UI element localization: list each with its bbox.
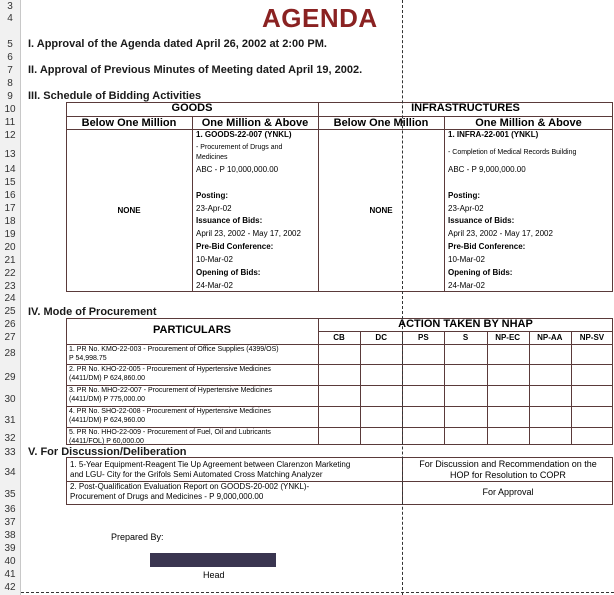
prepared-by-label: Prepared By: xyxy=(111,532,164,542)
section-1: I. Approval of the Agenda dated April 26, 2002 at 2:00 PM. xyxy=(28,38,327,50)
row-number[interactable]: 41 xyxy=(4,569,16,580)
page-break-horizontal xyxy=(21,592,614,593)
action-col-cb: CB xyxy=(333,333,345,342)
row-number[interactable]: 15 xyxy=(4,177,16,188)
discussion-1-line2: and LGU- City for the Grifols Semi Automated Cross Matching Analyzer xyxy=(70,470,323,479)
infra-issuance-date: April 23, 2002 - May 17, 2002 xyxy=(448,229,553,238)
infra-posting-label: Posting: xyxy=(448,191,480,200)
row-number[interactable]: 10 xyxy=(4,104,16,115)
row-number[interactable]: 39 xyxy=(4,543,16,554)
discussion-1-line1: 1. 5-Year Equipment-Reagent Tie Up Agreement between Clarenzon Marketing xyxy=(70,460,351,469)
row-number[interactable]: 31 xyxy=(4,415,16,426)
row-number[interactable]: 7 xyxy=(7,65,13,76)
infra-posting-date: 23-Apr-02 xyxy=(448,204,484,213)
row-number[interactable]: 32 xyxy=(4,433,16,444)
row-number[interactable]: 22 xyxy=(4,268,16,279)
infra-col-above: One Million & Above xyxy=(475,117,582,129)
row-number[interactable]: 23 xyxy=(4,281,16,292)
mode-row-line1: 1. PR No. KMO-22-003 - Procurement of Office Supplies (4399/OS) xyxy=(69,346,279,353)
page-break-vertical xyxy=(402,0,403,595)
row-number[interactable]: 30 xyxy=(4,394,16,405)
action-col-np-ec: NP-EC xyxy=(495,333,521,342)
row-number[interactable]: 16 xyxy=(4,190,16,201)
row-number[interactable]: 37 xyxy=(4,517,16,528)
particulars-header: PARTICULARS xyxy=(152,324,231,336)
mode-row-line2: (4411/DM) P 775,000.00 xyxy=(69,396,146,403)
infra-below-value: NONE xyxy=(369,206,393,215)
row-number[interactable]: 6 xyxy=(7,52,13,63)
mode-row-line1: 2. PR No. KHO-22-005 - Procurement of Hypertensive Medicines xyxy=(69,366,271,373)
row-number[interactable]: 4 xyxy=(7,13,13,24)
mode-row-line2: (4411/DM) P 624,960.00 xyxy=(69,417,146,424)
infra-opening-date: 24-Mar-02 xyxy=(448,281,485,290)
row-number[interactable]: 9 xyxy=(7,91,13,102)
discussion-1-action2: HOP for Resolution to COPR xyxy=(450,470,566,480)
row-number[interactable]: 28 xyxy=(4,348,16,359)
goods-header: GOODS xyxy=(171,102,213,114)
infra-opening-label: Opening of Bids: xyxy=(448,268,513,277)
row-number[interactable]: 11 xyxy=(4,117,16,128)
goods-opening-label: Opening of Bids: xyxy=(196,268,261,277)
page-title: AGENDA xyxy=(262,3,378,33)
goods-issuance-label: Issuance of Bids: xyxy=(196,216,263,225)
row-number[interactable]: 20 xyxy=(4,242,16,253)
section-4: IV. Mode of Procurement xyxy=(28,306,157,318)
row-number[interactable]: 17 xyxy=(4,203,16,214)
discussion-2-line1: 2. Post-Qualification Evaluation Report on GOODS-20-002 (YNKL)- xyxy=(70,482,310,491)
row-number[interactable]: 40 xyxy=(4,556,16,567)
section-2: II. Approval of Previous Minutes of Meeting dated April 19, 2002. xyxy=(28,64,363,76)
action-col-np-sv: NP-SV xyxy=(579,333,605,342)
signature-bar xyxy=(150,553,276,567)
infra-header: INFRASTRUCTURES xyxy=(411,102,520,114)
row-number[interactable]: 38 xyxy=(4,530,16,541)
discussion-1-action1: For Discussion and Recommendation on the xyxy=(419,459,597,469)
goods-below-value: NONE xyxy=(117,206,141,215)
goods-prebid-label: Pre-Bid Conference: xyxy=(196,242,274,251)
goods-abc: ABC - P 10,000,000.00 xyxy=(196,165,279,174)
goods-col-above: One Million & Above xyxy=(201,117,309,129)
row-number[interactable]: 8 xyxy=(7,78,13,89)
goods-opening-date: 24-Mar-02 xyxy=(196,281,233,290)
row-number[interactable]: 36 xyxy=(4,504,16,515)
goods-col-below: Below One Million xyxy=(81,117,177,129)
row-number[interactable]: 19 xyxy=(4,229,16,240)
row-number[interactable]: 3 xyxy=(7,1,13,12)
row-number[interactable]: 12 xyxy=(4,130,16,141)
mode-row-line2: (4411/DM) P 624,860.00 xyxy=(69,375,146,382)
row-number[interactable]: 33 xyxy=(4,447,16,458)
goods-issuance-date: April 23, 2002 - May 17, 2002 xyxy=(196,229,301,238)
goods-item-no: 1. GOODS-22-007 (YNKL) xyxy=(196,130,292,139)
infra-item-no: 1. INFRA-22-001 (YNKL) xyxy=(448,130,539,139)
row-number[interactable]: 13 xyxy=(4,149,16,160)
section-5: V. For Discussion/Deliberation xyxy=(28,446,187,458)
infra-desc: - Completion of Medical Records Building xyxy=(448,149,577,156)
row-number[interactable]: 24 xyxy=(4,293,16,304)
goods-posting-date: 23-Apr-02 xyxy=(196,204,232,213)
action-col-s: S xyxy=(462,333,469,342)
row-number[interactable]: 18 xyxy=(4,216,16,227)
mode-row-line2: P 54,998.75 xyxy=(69,355,107,362)
infra-issuance-label: Issuance of Bids: xyxy=(448,216,515,225)
infra-abc: ABC - P 9,000,000.00 xyxy=(448,165,526,174)
row-number[interactable]: 34 xyxy=(4,467,16,478)
infra-prebid-label: Pre-Bid Conference: xyxy=(448,242,526,251)
mode-row-line1: 5. PR No. HHO-22-009 - Procurement of Fuel, Oil and Lubricants xyxy=(69,429,271,436)
section-3: III. Schedule of Bidding Activities xyxy=(28,90,202,102)
row-number[interactable]: 14 xyxy=(4,164,16,175)
infra-col-below: Below One Million xyxy=(333,117,429,129)
action-col-np-aa: NP-AA xyxy=(537,333,563,342)
action-header: ACTION TAKEN BY NHAP xyxy=(398,318,533,330)
mode-row-line2: (4411/FOL) P 60,000.00 xyxy=(69,438,144,445)
action-col-ps: PS xyxy=(418,333,429,342)
goods-prebid-date: 10-Mar-02 xyxy=(196,255,233,264)
goods-posting-label: Posting: xyxy=(196,191,228,200)
row-number[interactable]: 27 xyxy=(4,332,16,343)
row-number[interactable]: 25 xyxy=(4,306,16,317)
row-number[interactable]: 5 xyxy=(7,39,13,50)
infra-prebid-date: 10-Mar-02 xyxy=(448,255,485,264)
goods-desc: - Procurement of Drugs and Medicines xyxy=(196,144,283,161)
row-number[interactable]: 29 xyxy=(4,372,16,383)
mode-row-line1: 4. PR No. SHO-22-008 - Procurement of Hypertensive Medicines xyxy=(69,408,271,415)
mode-row-line1: 3. PR No. MHO-22-007 - Procurement of Hypertensive Medicines xyxy=(69,387,273,394)
row-number[interactable]: 26 xyxy=(4,319,16,330)
row-number[interactable]: 35 xyxy=(4,489,16,500)
discussion-2-line2: Procurement of Drugs and Medicines - P 9,000,000.00 xyxy=(70,492,264,501)
head-label: Head xyxy=(203,570,225,580)
row-number[interactable]: 21 xyxy=(4,255,16,266)
row-number[interactable]: 42 xyxy=(4,582,16,593)
discussion-2-action1: For Approval xyxy=(482,487,534,497)
action-col-dc: DC xyxy=(375,333,387,342)
